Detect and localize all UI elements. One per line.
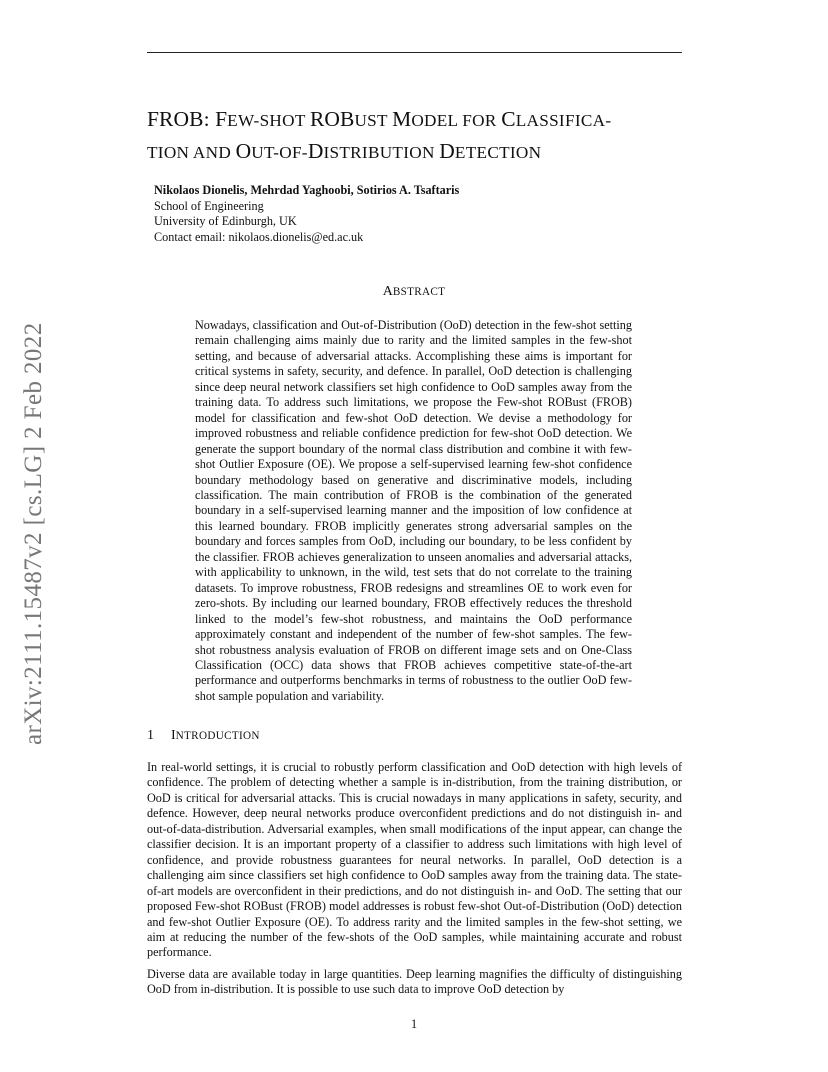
paragraph: Diverse data are available today in large quantities. Deep learning magnifies the difficulty of distinguishing OoD from in-distribution. It is possible to use such data to improve OoD detection by (147, 966, 682, 997)
section-number: 1 (147, 728, 154, 743)
page-number: 1 (410, 1017, 418, 1031)
author-contact: Contact email: nikolaos.dionelis@ed.ac.uk (154, 229, 364, 244)
paper-title: FROB: FEW-SHOT ROBUST MODEL FOR CLASSIFICA- TION AND OUT-OF-DISTRIBUTION DETECTION (147, 107, 612, 163)
top-rule (147, 52, 682, 53)
author-names: Nikolaos Dionelis, Mehrdad Yaghoobi, Sotirios A. Tsaftaris (154, 183, 460, 197)
introduction-body (147, 760, 682, 1004)
abstract-heading: ABSTRACT (382, 284, 446, 299)
paragraph: In real-world settings, it is crucial to robustly perform classification and OoD detection with high levels of confidence. The problem of detecting whether a sample is in-distribution, from the training distribution, or OoD is critical for adversarial attacks. This is crucial nowadays in many applications in safety, security, and defence. However, deep neural networks produce overconfident predictions and do not distinguish in- and out-of-data-distribution. Adversarial examples, when small modifications of the input appear, can change the classifier decision. It is an important property of a classifier to address such limitations with high level of confidence, and provide robustness guarantees for neural networks. In parallel, OoD detection is a challenging aim since classifiers set high confidence to OoD samples away from the training data. The state-of-art models are overconfident in their predictions, and do not distinguish in- and OoD. The setting that our proposed Few-shot ROBust (FROB) model addresses is robust few-shot Out-of-Distribution (OoD) detection and few-shot Outlier Exposure (OE). To address rarity and the limited samples in the few-shot setting, we aim at reducing the number of the few-shots of the OoD samples, while maintaining accurate and robust performance. (147, 760, 682, 960)
author-block (154, 183, 674, 245)
abstract-text: Nowadays, classification and Out-of-Distribution (OoD) detection in the few-shot setting remain challenging aims mainly due to rarity and the limited samples in the few-shot setting, and because of adversarial attacks. Accomplishing these aims is important for critical systems in safety, security, and defence. In parallel, OoD detection is challenging since deep neural network classifiers set high confidence to OoD samples away from the training data. To address such limitations, we propose the Few-shot ROBust (FROB) model for classification and few-shot OoD detection. We devise a methodology for improved robustness and reliable confidence prediction for few-shot OoD detection. We generate the support boundary of the normal class distribution and combine it with few-shot Outlier Exposure (OE). We propose a self-supervised learning few-shot confidence boundary methodology based on generative and discriminative models, including classification. The main contribution of FROB is the combination of the generated boundary in a self-supervised learning manner and the imposition of low confidence at this learned boundary. FROB implicitly generates strong adversarial samples on the boundary and forces samples from OoD, including our boundary, to be less confident by the classifier. FROB achieves generalization to unseen anomalies and adversarial attacks, with applicability to unknown, in the wild, test sets that do not correlate to the training datasets. To improve robustness, FROB redesigns and streamlines OE to work even for zero-shots. By including our learned boundary, FROB effectively reduces the threshold linked to the model’s few-shot robustness, and maintains the OoD performance approximately constant and independent of the number of few-shot samples. The few-shot robustness analysis evaluation of FROB on different image sets and on One-Class Classification (OCC) data shows that FROB achieves competitive state-of-the-art performance and outperforms benchmarks in terms of robustness to the outlier OoD few-shot sample population and variability. (195, 318, 632, 703)
author-university: University of Edinburgh, UK (154, 214, 297, 229)
author-school: School of Engineering (154, 198, 264, 213)
section-heading-introduction: 1 INTRODUCTION (147, 728, 260, 743)
arxiv-identifier: arXiv:2111.15487v2 [cs.LG] 2 Feb 2022 (20, 322, 47, 745)
